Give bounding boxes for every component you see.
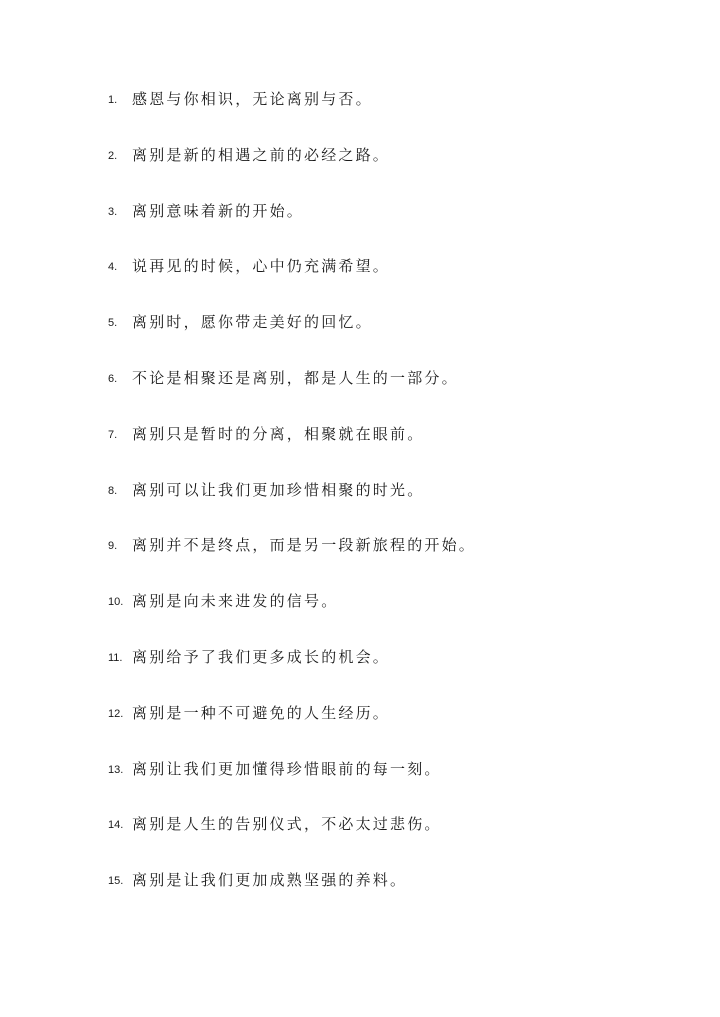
item-number: 10. <box>108 596 124 609</box>
item-text: 不论是相聚还是离别，都是人生的一部分。 <box>132 368 459 387</box>
list-item <box>108 479 476 535</box>
list-item <box>108 144 476 200</box>
item-number: 3. <box>108 205 118 218</box>
quote-list <box>108 88 476 925</box>
list-item <box>108 88 476 144</box>
list-item <box>108 869 476 925</box>
list-item <box>108 423 476 479</box>
item-number: 11. <box>108 651 123 664</box>
item-number: 15. <box>108 875 124 888</box>
item-text: 离别是人生的告别仪式，不必太过悲伤。 <box>132 815 442 834</box>
item-text: 离别并不是终点，而是另一段新旅程的开始。 <box>132 536 477 555</box>
item-number: 4. <box>108 261 118 274</box>
item-text: 离别是一种不可避免的人生经历。 <box>132 703 391 722</box>
item-number: 2. <box>108 149 118 162</box>
list-item <box>108 311 476 367</box>
item-number: 8. <box>108 484 118 497</box>
item-number: 6. <box>108 372 118 385</box>
list-item <box>108 646 476 702</box>
item-number: 13. <box>108 763 124 776</box>
item-text: 离别时，愿你带走美好的回忆。 <box>132 313 373 332</box>
item-text: 离别让我们更加懂得珍惜眼前的每一刻。 <box>132 759 442 778</box>
list-item <box>108 200 476 256</box>
list-item <box>108 702 476 758</box>
item-text: 说再见的时候，心中仍充满希望。 <box>132 257 391 276</box>
item-text: 离别给予了我们更多成长的机会。 <box>132 647 391 666</box>
list-item <box>108 813 476 869</box>
list-item <box>108 590 476 646</box>
item-text: 离别意味着新的开始。 <box>132 201 305 220</box>
item-number: 5. <box>108 317 118 330</box>
item-text: 离别是新的相遇之前的必经之路。 <box>132 145 391 164</box>
item-number: 14. <box>108 819 124 832</box>
list-item <box>108 534 476 590</box>
item-number: 1. <box>108 94 118 106</box>
list-item <box>108 758 476 814</box>
item-text: 离别是向未来进发的信号。 <box>132 592 339 611</box>
item-number: 12. <box>108 707 124 720</box>
list-item <box>108 367 476 423</box>
item-text: 离别可以让我们更加珍惜相聚的时光。 <box>132 480 425 499</box>
item-text: 离别只是暂时的分离，相聚就在眼前。 <box>132 424 425 443</box>
item-text: 离别是让我们更加成熟坚强的养料。 <box>132 871 408 890</box>
item-number: 9. <box>108 540 118 553</box>
item-text: 感恩与你相识，无论离别与否。 <box>132 90 373 108</box>
item-number: 7. <box>108 428 118 441</box>
list-item <box>108 255 476 311</box>
